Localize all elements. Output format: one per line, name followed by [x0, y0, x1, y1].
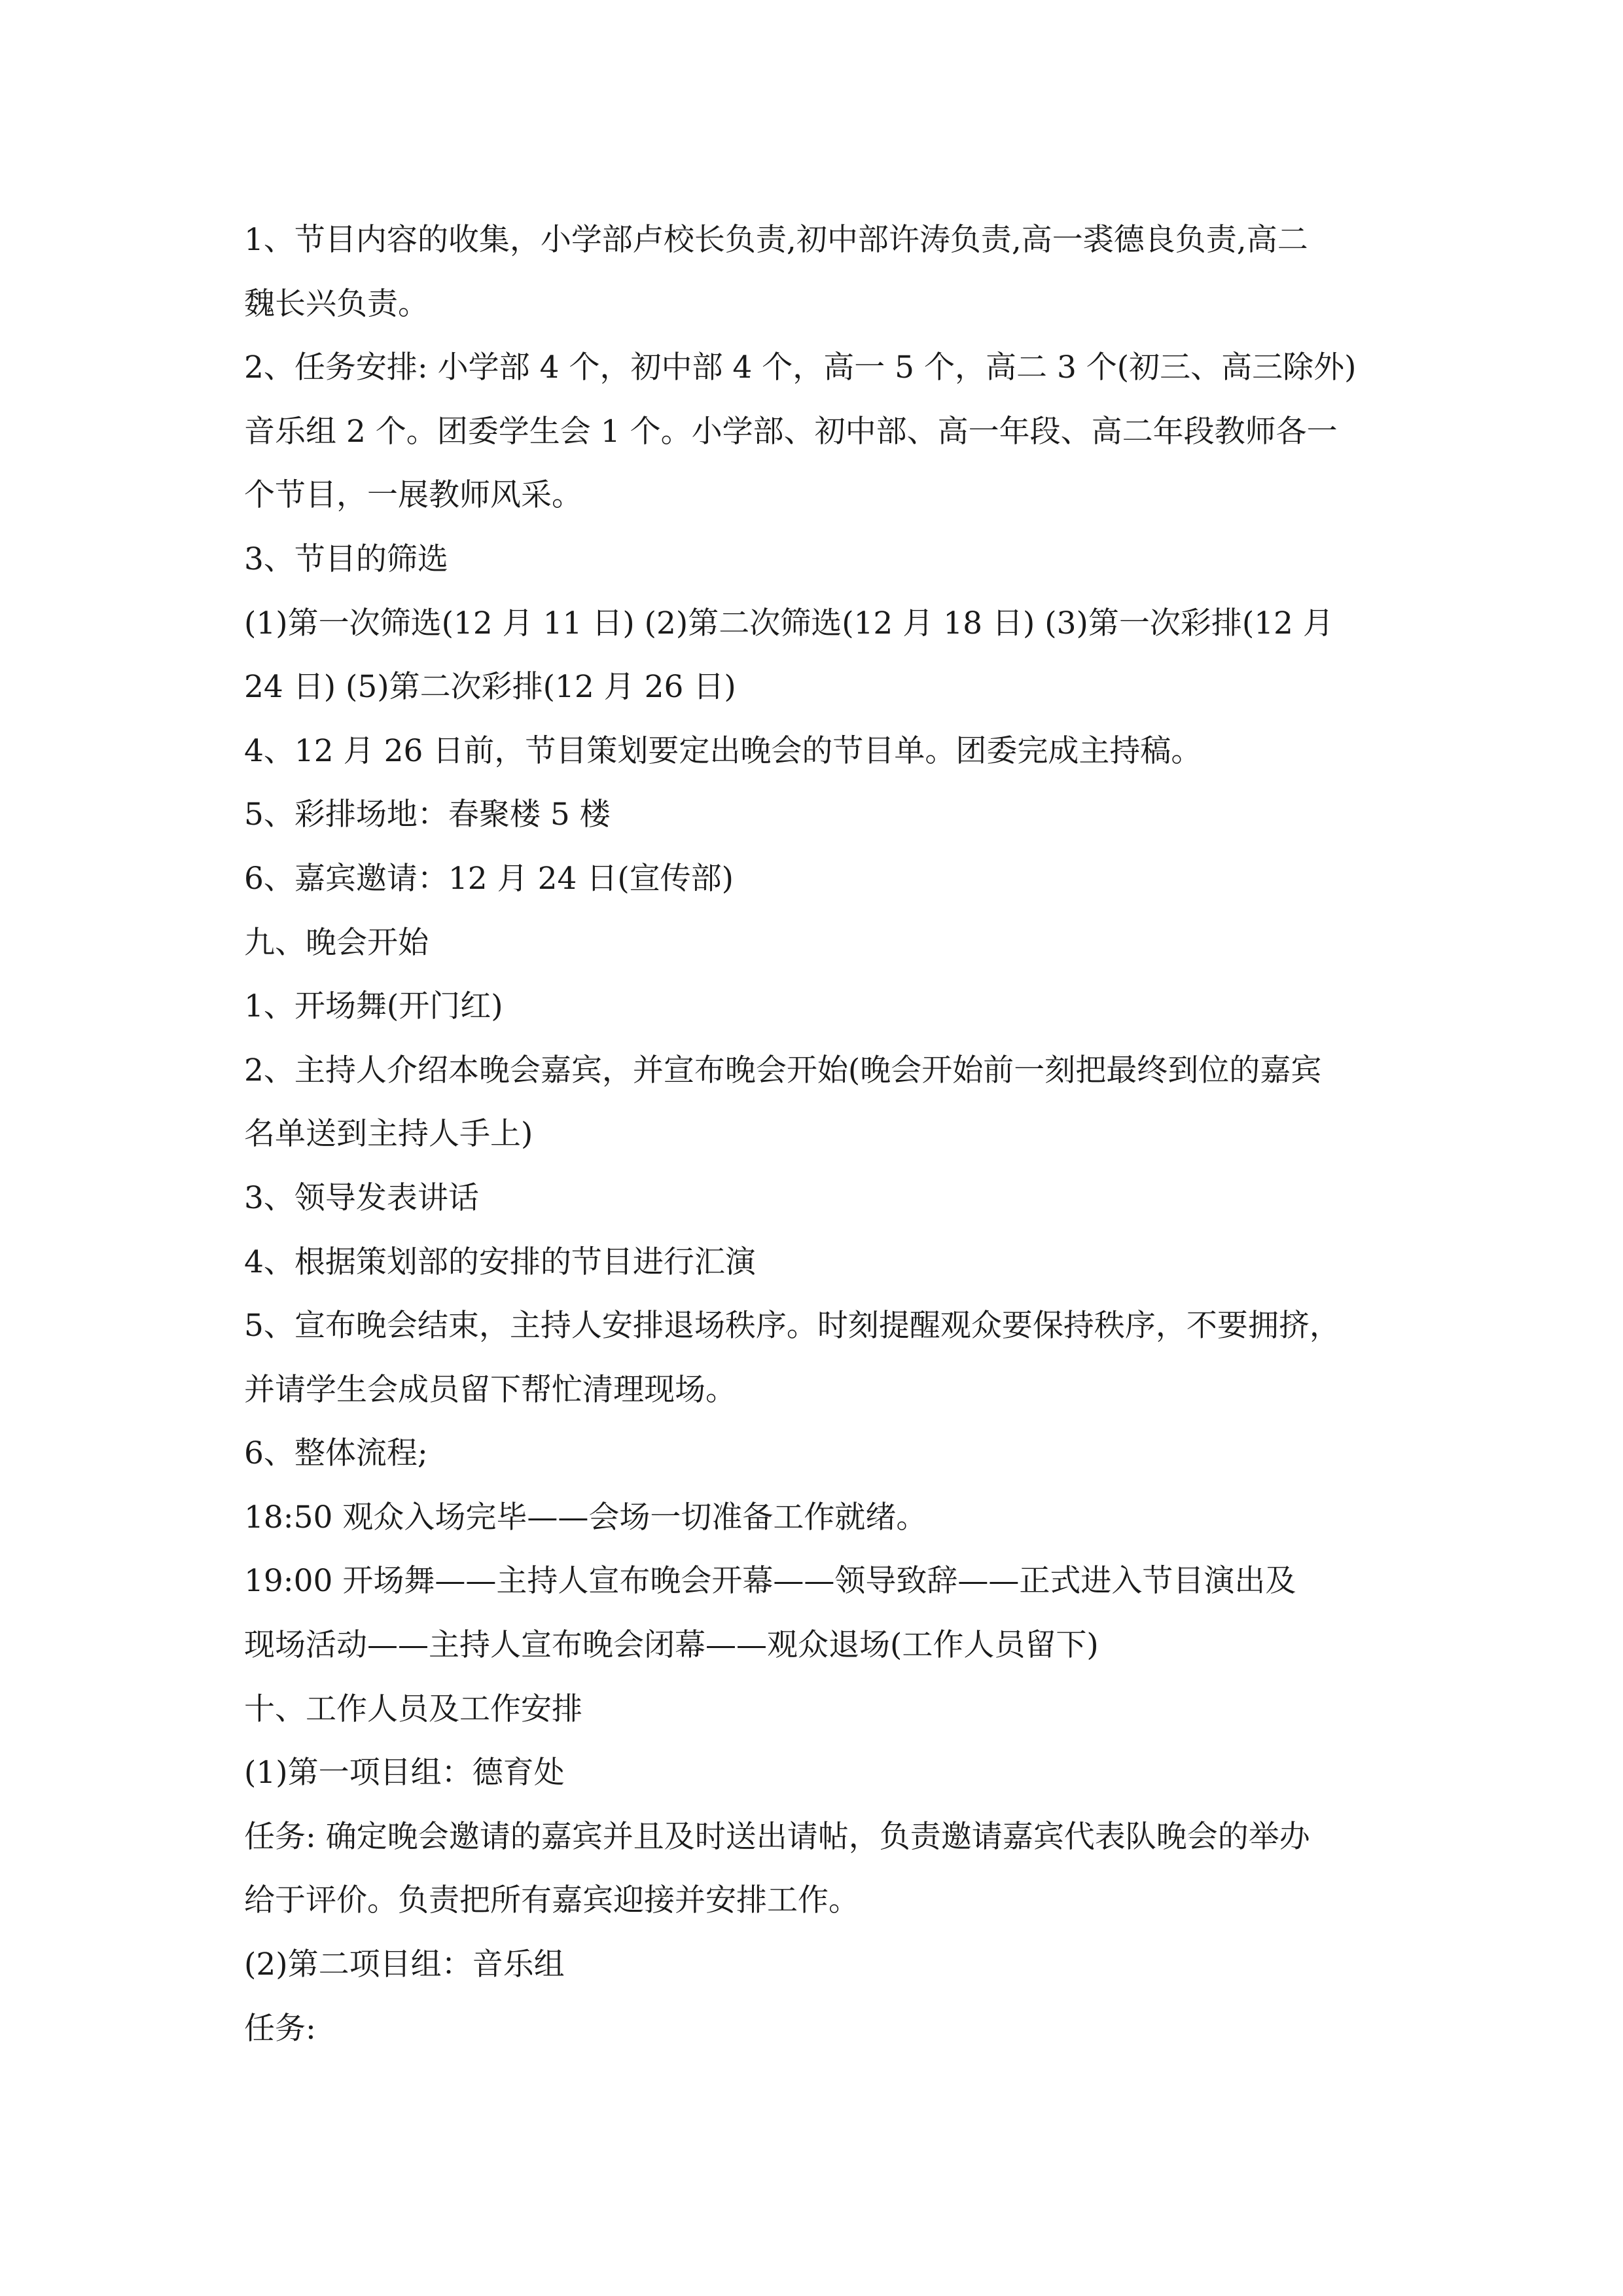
text-line: 任务:	[244, 2010, 316, 2047]
section-heading: 九、晚会开始	[244, 924, 429, 961]
text-line: 现场活动——主持人宣布晚会闭幕——观众退场(工作人员留下)	[244, 1627, 1099, 1664]
text-line: 1、开场舞(开门红)	[244, 988, 503, 1025]
text-line: 5、彩排场地：春聚楼 5 楼	[244, 797, 611, 833]
text-line: 4、根据策划部的安排的节目进行汇演	[244, 1244, 756, 1280]
text-line: 24 日) (5)第二次彩排(12 月 26 日)	[244, 669, 736, 706]
text-line: 2、主持人介绍本晚会嘉宾，并宣布晚会开始(晚会开始前一刻把最终到位的嘉宾	[244, 1052, 1322, 1088]
text-line: 任务: 确定晚会邀请的嘉宾并且及时送出请帖，负责邀请嘉宾代表队晚会的举办	[244, 1818, 1310, 1855]
text-line: 4、12 月 26 日前，节目策划要定出晚会的节目单。团委完成主持稿。	[244, 732, 1202, 769]
text-line: 5、宣布晚会结束，主持人安排退场秩序。时刻提醒观众要保持秩序，不要拥挤，	[244, 1308, 1340, 1344]
text-line: 6、嘉宾邀请：12 月 24 日(宣传部)	[244, 860, 734, 897]
text-line: 音乐组 2 个。团委学生会 1 个。小学部、初中部、高一年段、高二年段教师各一	[244, 413, 1338, 450]
text-line: 19:00 开场舞——主持人宣布晚会开幕——领导致辞——正式进入节目演出及	[244, 1563, 1296, 1600]
text-line: 并请学生会成员留下帮忙清理现场。	[244, 1371, 736, 1408]
text-line: 个节目，一展教师风采。	[244, 477, 582, 514]
text-line: 给于评价。负责把所有嘉宾迎接并安排工作。	[244, 1882, 859, 1919]
text-line: 2、任务安排: 小学部 4 个，初中部 4 个，高一 5 个，高二 3 个(初三、高三除外)	[244, 350, 1357, 386]
text-line: 名单送到主持人手上)	[244, 1116, 533, 1153]
text-line: (1)第一项目组：德育处	[244, 1755, 565, 1791]
section-heading: 十、工作人员及工作安排	[244, 1691, 582, 1727]
text-line: 6、整体流程;	[244, 1435, 428, 1472]
text-line: (1)第一次筛选(12 月 11 日) (2)第二次筛选(12 月 18 日) (3)第一次彩排(12 月	[244, 605, 1334, 641]
section-heading: 3、节目的筛选	[244, 541, 448, 577]
document-body	[244, 208, 1402, 2060]
text-line: 1、节目内容的收集，小学部卢校长负责,初中部许涛负责,高一裘德良负责,高二	[244, 222, 1308, 258]
text-line: 魏长兴负责。	[244, 285, 429, 322]
text-line: 18:50 观众入场完毕——会场一切准备工作就绪。	[244, 1499, 927, 1535]
text-line: 3、领导发表讲话	[244, 1179, 479, 1216]
text-line: (2)第二项目组：音乐组	[244, 1946, 565, 1983]
